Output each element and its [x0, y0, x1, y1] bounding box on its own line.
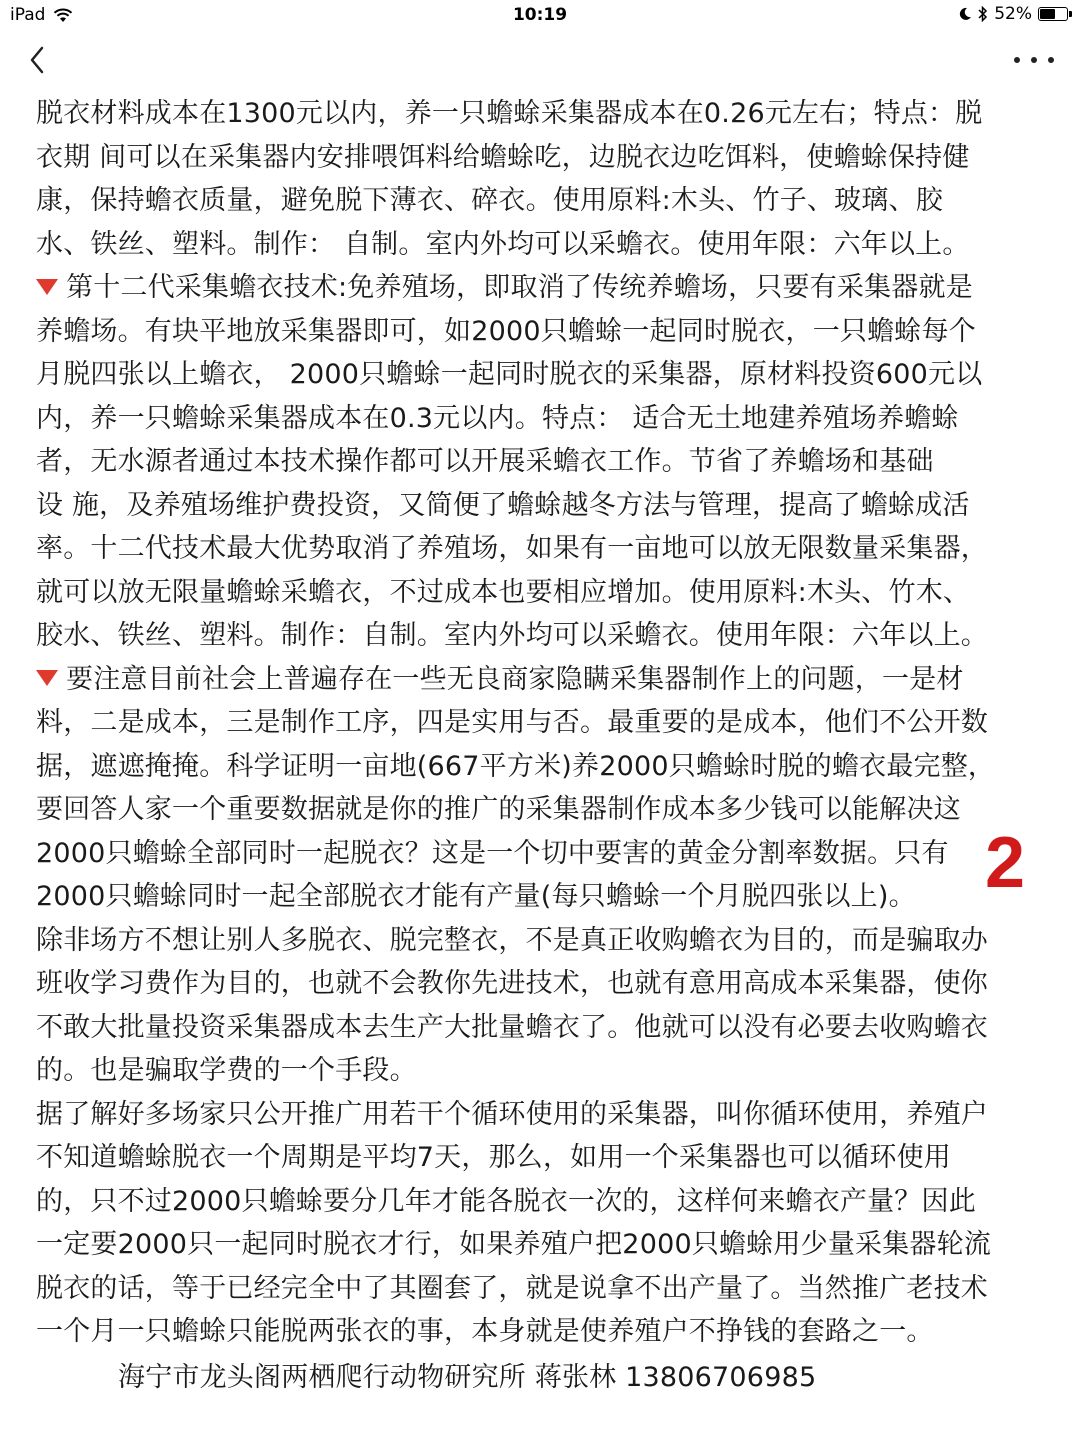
- text-line: 的。也是骗取学费的一个手段。: [36, 1055, 417, 1086]
- text-line: 内，养一只蟾蜍采集器成本在0.3元以内。特点： 适合无土地建养殖场养蟾蜍: [36, 402, 959, 434]
- device-name: iPad: [10, 5, 46, 25]
- chevron-left-icon: [22, 40, 58, 80]
- text-line-bulleted: [36, 658, 1046, 702]
- text-line: 康，保持蟾衣质量，避免脱下薄衣、碎衣。使用原料:木头、竹子、玻璃、胶: [36, 185, 943, 216]
- more-icon[interactable]: [1014, 50, 1054, 70]
- page-number-mark: 2: [985, 823, 1026, 903]
- text-line: 衣期 间可以在采集器内安排喂饵料给蟾蜍吃，边脱衣边吃饵料，使蟾蜍保持健: [36, 141, 970, 173]
- back-button[interactable]: [22, 40, 58, 80]
- text-line: 班收学习费作为目的，也就不会教你先进技术，也就有意用高成本采集器，使你: [36, 968, 988, 999]
- text-line: 不知道蟾蜍脱衣一个周期是平均7天，那么，如用一个采集器也可以循环使用: [36, 1142, 951, 1173]
- text-line: 2000只蟾蜍同时一起全部脱衣才能有产量(每只蟾蜍一个月脱四张以上)。: [36, 881, 916, 912]
- text-line: 胶水、铁丝、塑料。制作：自制。室内外均可以采蟾衣。使用年限：六年以上。: [36, 620, 988, 651]
- text-line: 脱衣材料成本在1300元以内，养一只蟾蜍采集器成本在0.26元左右；特点：脱: [36, 98, 983, 129]
- text-line: 一定要2000只一起同时脱衣才行，如果养殖户把2000只蟾蜍用少量采集器轮流: [36, 1229, 992, 1260]
- moon-icon: [958, 7, 972, 21]
- text-line: 据，遮遮掩掩。科学证明一亩地(667平方米)养2000只蟾蜍时脱的蟾衣最完整，: [36, 750, 996, 782]
- text-line: 第十二代采集蟾衣技术:免养殖场，即取消了传统养蟾场，只要有采集器就是: [66, 272, 973, 303]
- text-line: 不敢大批量投资采集器成本去生产大批量蟾衣了。他就可以没有必要去收购蟾衣: [36, 1011, 988, 1043]
- text-line: 率。十二代技术最大优势取消了养殖场，如果有一亩地可以放无限数量采集器，: [36, 533, 988, 564]
- text-line: 2000只蟾蜍全部同时一起脱衣？这是一个切中要害的黄金分割率数据。只有: [36, 837, 949, 869]
- text-line-bulleted: [36, 266, 1046, 310]
- text-line: 要注意目前社会上普遍存在一些无良商家隐瞒采集器制作上的问题，一是材: [66, 663, 964, 695]
- more-dot: [1031, 57, 1037, 63]
- article-body: [36, 92, 1046, 1432]
- text-line: 一个月一只蟾蜍只能脱两张衣的事，本身就是使养殖户不挣钱的套路之一。: [36, 1316, 934, 1347]
- battery-icon: [1038, 7, 1068, 21]
- text-line: 设 施，及养殖场维护费投资，又简便了蟾蜍越冬方法与管理，提高了蟾蜍成活: [36, 489, 970, 521]
- text-line: 据了解好多场家只公开推广用若干个循环使用的采集器，叫你循环使用，养殖户: [36, 1098, 988, 1130]
- text-line: 养蟾场。有块平地放采集器即可，如2000只蟾蜍一起同时脱衣，一只蟾蜍每个: [36, 315, 976, 347]
- status-bar: [0, 0, 1080, 30]
- more-dot: [1014, 57, 1020, 63]
- nav-bar: [0, 32, 1080, 88]
- battery-level: [1040, 9, 1055, 19]
- text-line: 料，二是成本，三是制作工序，四是实用与否。最重要的是成本，他们不公开数: [36, 707, 988, 738]
- more-dot: [1048, 57, 1054, 63]
- red-triangle-down-icon: [36, 670, 58, 686]
- text-line: 就可以放无限量蟾蜍采蟾衣，不过成本也要相应增加。使用原料:木头、竹木、: [36, 576, 971, 608]
- author-signature: 海宁市龙头阁两栖爬行动物研究所 蒋张林 13806706985: [118, 1361, 817, 1393]
- text-line: 者，无水源者通过本技术操作都可以开展采蟾衣工作。节省了养蟾场和基础: [36, 446, 934, 477]
- status-right: [958, 4, 1068, 24]
- status-time: 10:19: [512, 5, 568, 25]
- red-triangle-down-icon: [36, 279, 58, 295]
- battery-percent: 52%: [994, 4, 1032, 24]
- text-line: 的，只不过2000只蟾蜍要分几年才能各脱衣一次的，这样何来蟾衣产量？因此: [36, 1185, 976, 1217]
- text-line: 要回答人家一个重要数据就是你的推广的采集器制作成本多少钱可以能解决这: [36, 794, 961, 825]
- text-line: 水、铁丝、塑料。制作： 自制。室内外均可以采蟾衣。使用年限：六年以上。: [36, 228, 970, 260]
- text-line: 除非场方不想让别人多脱衣、脱完整衣，不是真正收购蟾衣为目的，而是骗取办: [36, 924, 988, 956]
- bluetooth-icon: [978, 6, 988, 22]
- text-line: 脱衣的话，等于已经完全中了其圈套了，就是说拿不出产量了。当然推广老技术: [36, 1272, 988, 1304]
- text-line: 月脱四张以上蟾衣， 2000只蟾蜍一起同时脱衣的采集器，原材料投资600元以: [36, 359, 983, 390]
